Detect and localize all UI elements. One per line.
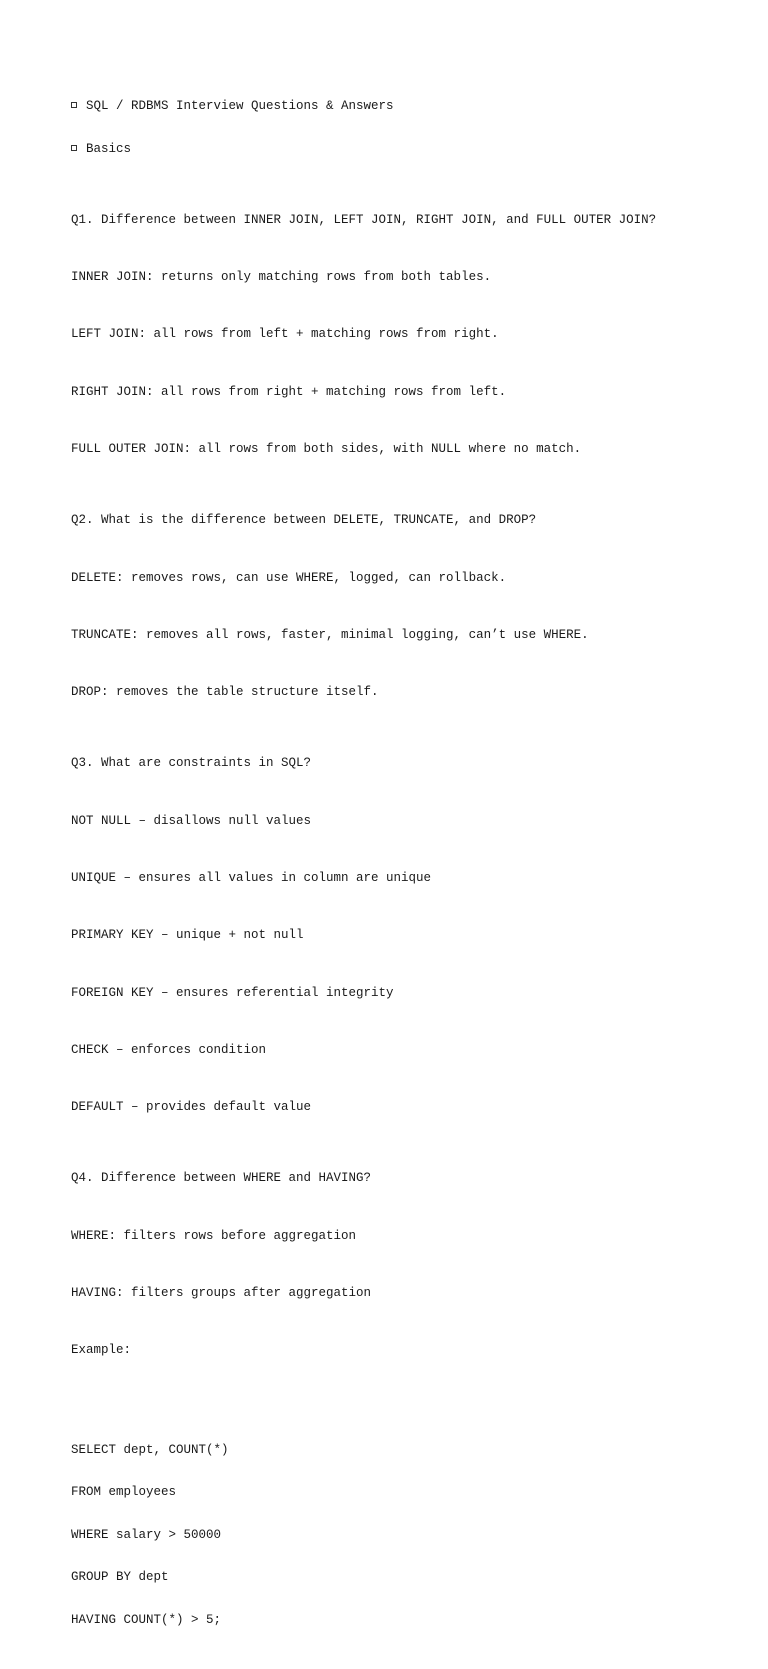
example-label: Example: xyxy=(71,1343,132,1358)
square-bullet-icon xyxy=(71,102,77,108)
constraint-not-null: NOT NULL – disallows null values xyxy=(71,813,312,828)
constraint-default: DEFAULT – provides default value xyxy=(71,1100,312,1115)
constraint-foreign-key: FOREIGN KEY – ensures referential integrity xyxy=(71,985,394,1000)
code-line: WHERE salary > 50000 xyxy=(71,1527,222,1542)
answer-delete: DELETE: removes rows, can use WHERE, logged, can rollback. xyxy=(71,570,507,585)
code-line: SELECT dept, COUNT(*) xyxy=(71,1442,229,1457)
answer-left-join: LEFT JOIN: all rows from left + matching rows from right. xyxy=(71,327,499,342)
sql-code-block xyxy=(71,1415,751,1656)
constraint-unique: UNIQUE – ensures all values in column are unique xyxy=(71,870,432,885)
document-title-line xyxy=(71,99,751,114)
answer-right-join: RIGHT JOIN: all rows from right + matching rows from left. xyxy=(71,384,507,399)
document-title: SQL / RDBMS Interview Questions & Answers xyxy=(86,99,394,113)
answer-drop: DROP: removes the table structure itself. xyxy=(71,685,379,700)
section-heading-line xyxy=(71,142,751,157)
answer-having: HAVING: filters groups after aggregation xyxy=(71,1285,372,1300)
constraint-check: CHECK – enforces condition xyxy=(71,1042,267,1057)
constraint-primary-key: PRIMARY KEY – unique + not null xyxy=(71,928,304,943)
answer-truncate: TRUNCATE: removes all rows, faster, minimal logging, can’t use WHERE. xyxy=(71,627,589,642)
section-heading: Basics xyxy=(86,141,132,156)
question-3: Q3. What are constraints in SQL? xyxy=(71,756,312,771)
question-2: Q2. What is the difference between DELETE, TRUNCATE, and DROP? xyxy=(71,513,537,528)
code-line: HAVING COUNT(*) > 5; xyxy=(71,1612,222,1627)
answer-where: WHERE: filters rows before aggregation xyxy=(71,1228,357,1243)
document-page xyxy=(71,71,751,1669)
code-line: FROM employees xyxy=(71,1485,177,1500)
question-1: Q1. Difference between INNER JOIN, LEFT JOIN, RIGHT JOIN, and FULL OUTER JOIN? xyxy=(71,212,657,227)
code-line: GROUP BY dept xyxy=(71,1570,169,1585)
question-4: Q4. Difference between WHERE and HAVING? xyxy=(71,1171,372,1186)
answer-inner-join: INNER JOIN: returns only matching rows from both tables. xyxy=(71,270,492,285)
square-bullet-icon xyxy=(71,145,77,151)
answer-full-outer-join: FULL OUTER JOIN: all rows from both sides, with NULL where no match. xyxy=(71,442,582,456)
